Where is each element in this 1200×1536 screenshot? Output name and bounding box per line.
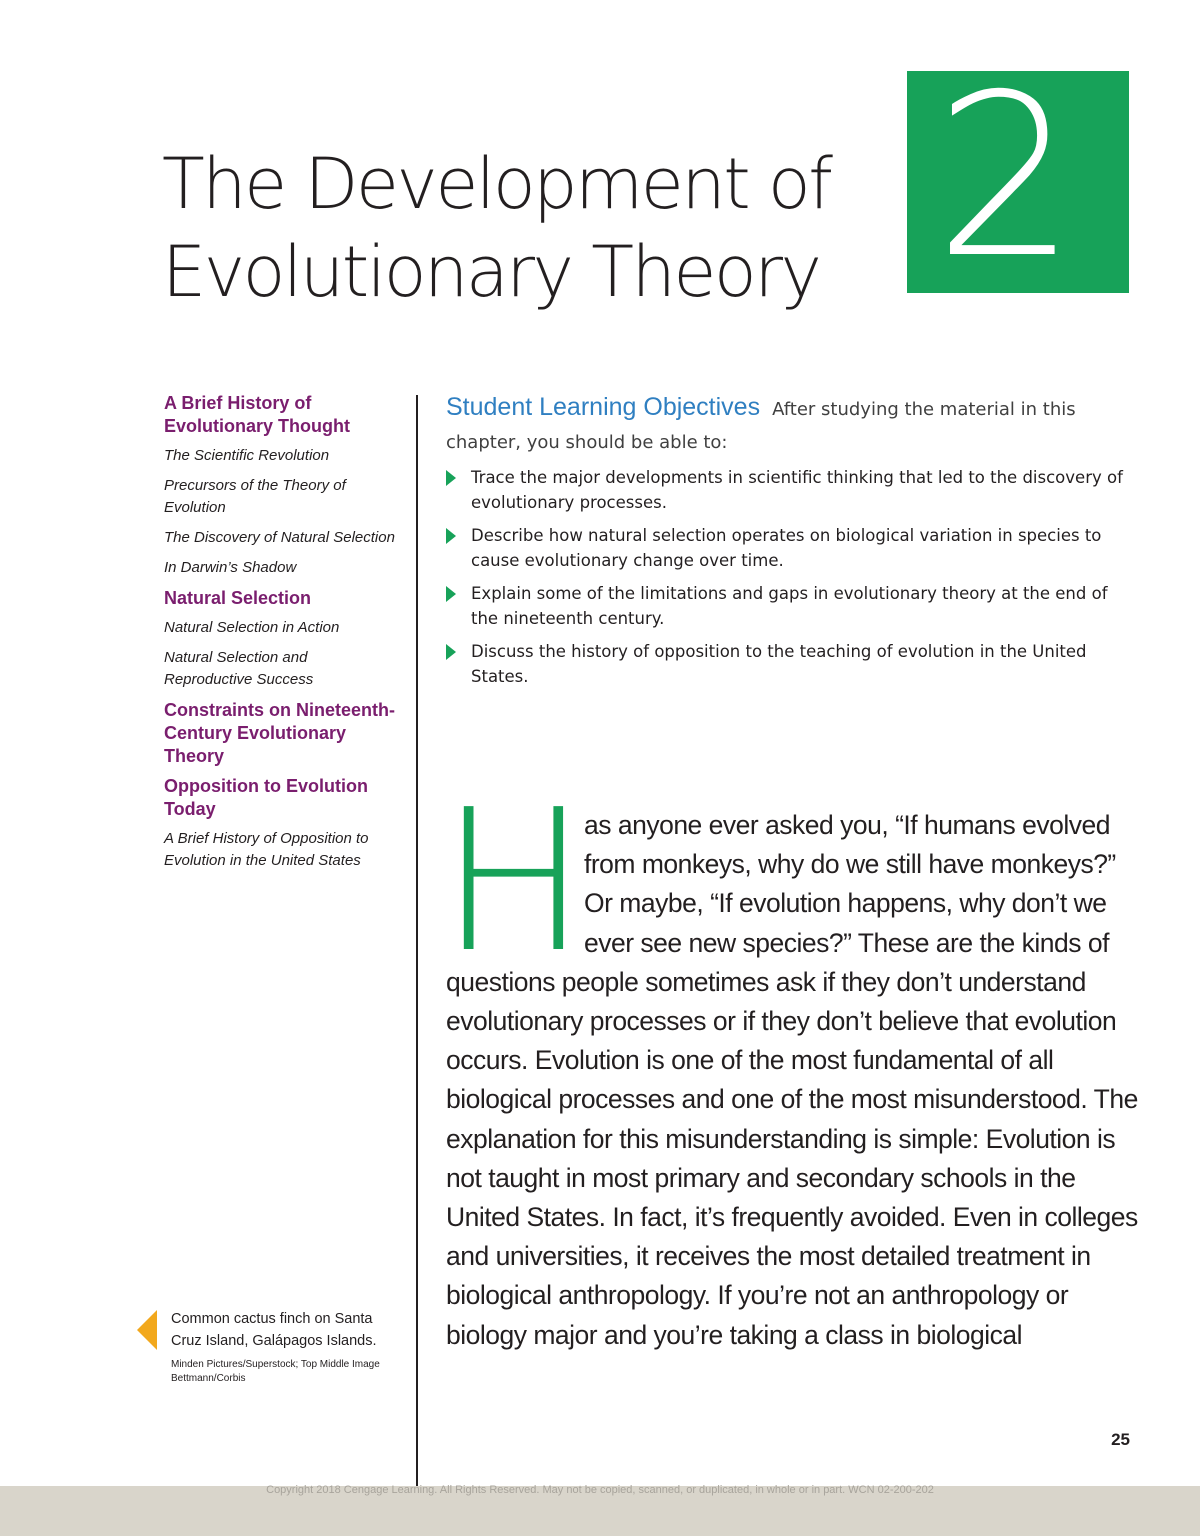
objectives-intro: After studying the material in this chapter, you should be able to: <box>446 399 1076 453</box>
objective-item <box>446 523 1136 573</box>
objective-item <box>446 639 1136 689</box>
objective-item <box>446 465 1136 515</box>
objectives-heading: Student Learning Objectives <box>446 393 761 421</box>
outline-section-heading: Opposition to Evolution Today <box>164 776 368 819</box>
drop-cap-letter: H <box>440 768 587 996</box>
body-paragraph <box>440 768 1146 1355</box>
triangle-bullet-icon <box>446 528 456 544</box>
outline-subsection: Natural Selection in Action <box>164 619 340 636</box>
triangle-bullet-icon <box>446 470 456 486</box>
outline-subsection: The Discovery of Natural Selection <box>164 529 395 546</box>
outline-section-heading: A Brief History of Evolutionary Thought <box>164 393 350 436</box>
caption-text: Common cactus finch on Santa Cruz Island, Galápagos Islands. <box>171 1311 377 1349</box>
arrow-left-icon <box>137 1310 157 1350</box>
chapter-title-line-1: The Development of <box>162 143 831 225</box>
photo-caption <box>137 1308 399 1386</box>
photo-credit <box>171 1358 399 1386</box>
copyright-notice: Copyright 2018 Cengage Learning. All Rights Reserved. May not be copied, scanned, or duplicated, in whole or in part. WCN 02-200-202 <box>266 1484 934 1496</box>
column-divider <box>416 395 418 1536</box>
chapter-number: 2 <box>934 46 1077 307</box>
outline-subsection: In Darwin’s Shadow <box>164 559 297 576</box>
triangle-bullet-icon <box>446 644 456 660</box>
objective-text: Trace the major developments in scientific thinking that led to the discovery of evolutionary processes. <box>471 468 1123 512</box>
outline-section-heading: Constraints on Nineteenth-Century Evolutionary Theory <box>164 700 396 766</box>
chapter-outline <box>164 392 396 880</box>
objectives-list <box>446 465 1136 689</box>
drop-cap <box>440 768 587 996</box>
outline-subsection: Natural Selection and Reproductive Success <box>164 649 314 688</box>
objective-item <box>446 581 1136 631</box>
objectives-intro-paragraph <box>446 391 1136 459</box>
chapter-number-badge <box>907 46 1129 307</box>
learning-objectives <box>446 391 1136 697</box>
outline-subsection: A Brief History of Opposition to Evolution in the United States <box>164 830 369 869</box>
photo-credit-line-1: Minden Pictures/Superstock; Top Middle Image <box>171 1359 380 1370</box>
outline-subsection: Precursors of the Theory of Evolution <box>164 477 346 516</box>
chapter-title <box>162 140 882 316</box>
objective-text: Describe how natural selection operates on biological variation in species to cause evolutionary change over time. <box>471 526 1102 570</box>
objective-text: Explain some of the limitations and gaps in evolutionary theory at the end of the nineteenth century. <box>471 584 1108 628</box>
body-text: as anyone ever asked you, “If humans evolved from monkeys, why do we still have monkeys?” Or maybe, “If evolution happens, why don’t we ever see new species?” These are the kinds of questions people sometimes ask if they don’t understand evolutionary processes or if they don’t believe that evolution occurs. Evolution is one of the most fundamental of all biological processes and one of the most misunderstood. The explanation for this misunderstanding is simple: Evolution is not taught in most primary and secondary schools in the United States. In fact, it’s frequently avoided. Even in colleges and universities, it receives the most detailed treatment in biological anthropology. If you’re not an anthropology or biology major and you’re taking a class in biological <box>446 810 1138 1350</box>
page-number: 25 <box>1111 1430 1130 1449</box>
outline-section-heading: Natural Selection <box>164 588 312 608</box>
chapter-title-line-2: Evolutionary Theory <box>162 231 820 313</box>
photo-credit-line-2: Bettmann/Corbis <box>171 1373 246 1384</box>
triangle-bullet-icon <box>446 586 456 602</box>
outline-subsection: The Scientific Revolution <box>164 447 330 464</box>
objective-text: Discuss the history of opposition to the teaching of evolution in the United States. <box>471 642 1087 686</box>
